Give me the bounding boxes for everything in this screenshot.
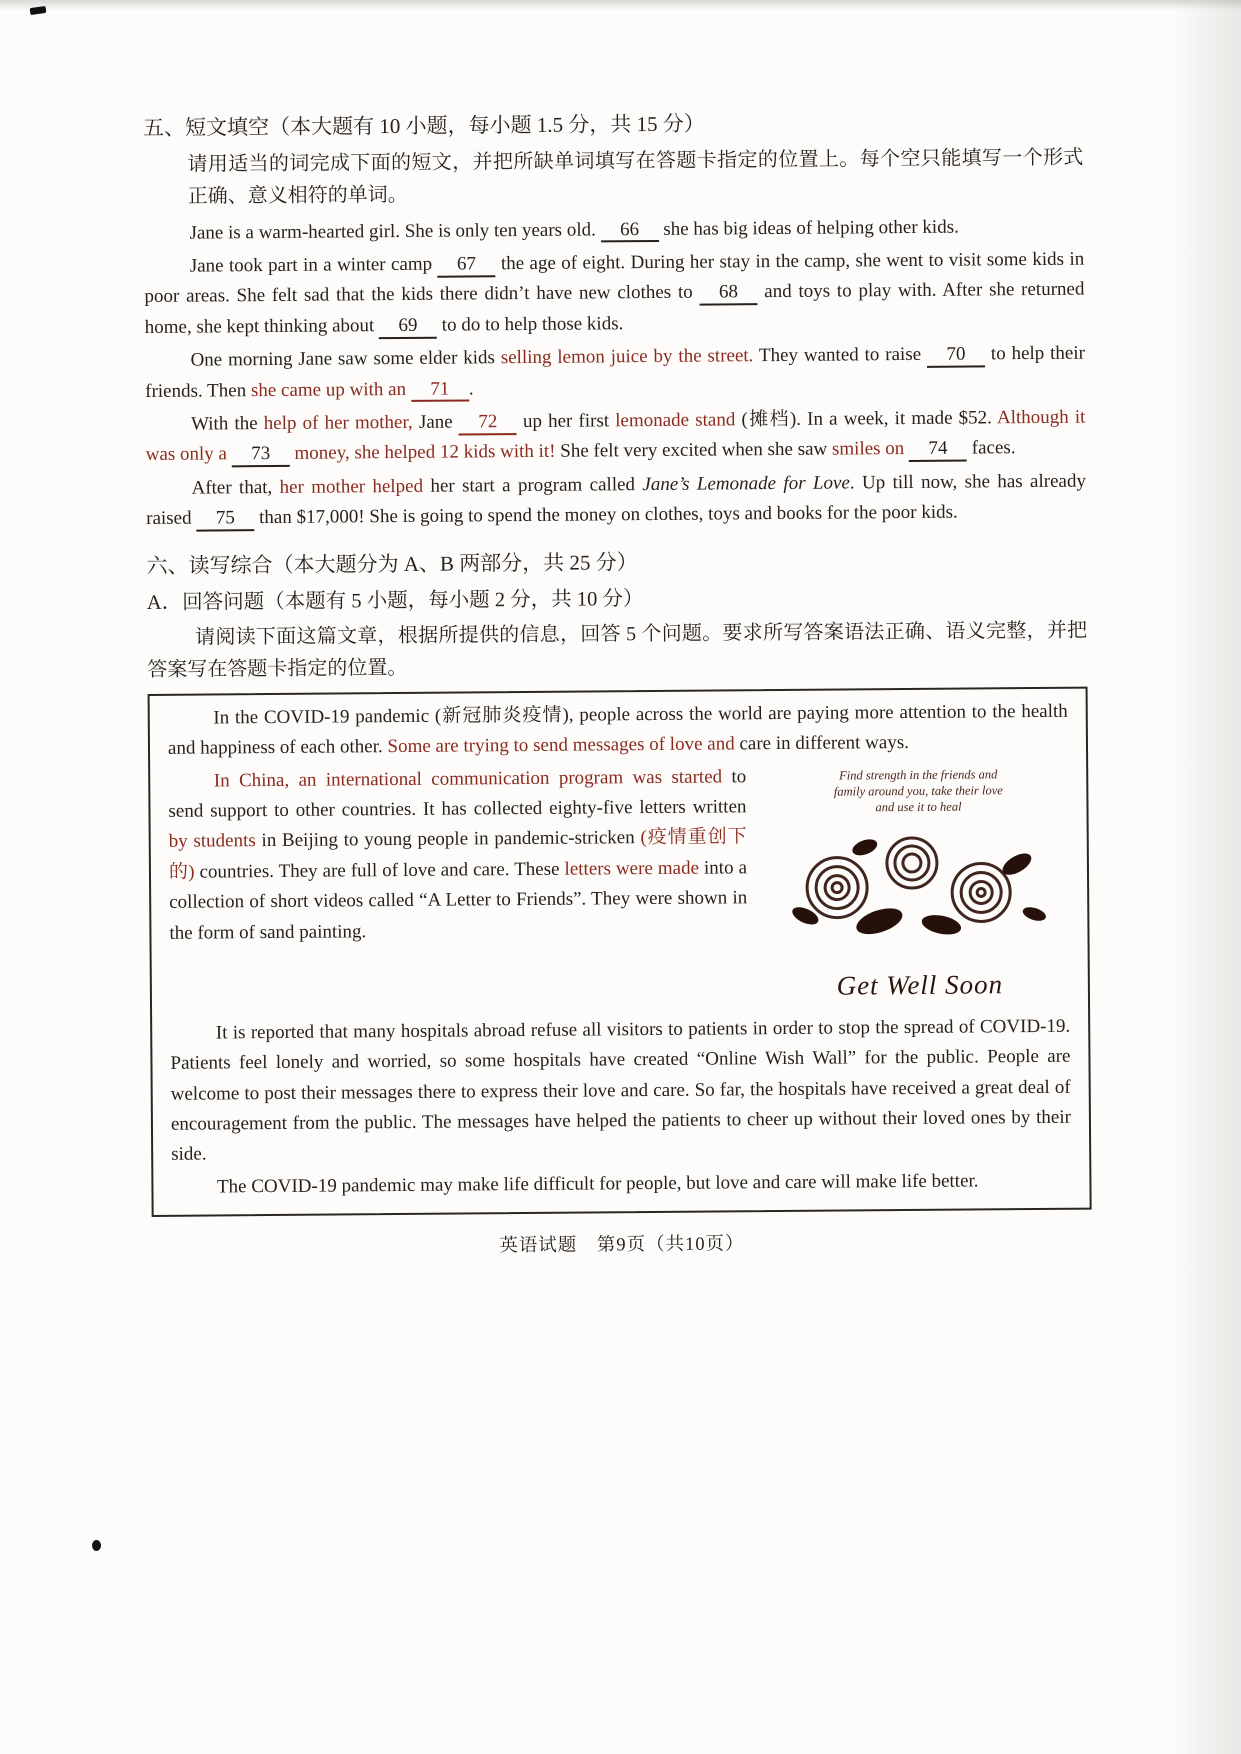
text-run: and toys to play with. After she returned home, she kept thinking about [144, 278, 1085, 338]
text-run: to send support to other countries. It has collected eighty-five letters written [168, 765, 747, 822]
blank-66: 66 [600, 219, 658, 243]
section-six-instructions: 请阅读下面这篇文章，根据所提供的信息，回答 5 个问题。要求所写答案语法正确、语义完整，并把答案写在答题卡指定的位置。 [147, 619, 1088, 681]
text-run: to help their friends. Then [145, 342, 1086, 402]
text-run: The COVID-19 pandemic may make life difficult for people, but love and care will make life better. [216, 1170, 979, 1198]
section-six-part-a-heading: A．回答问题（本题有 5 小题，每小题 2 分，共 10 分） [146, 588, 644, 614]
text-run: by students [168, 830, 256, 853]
paragraph [170, 1012, 1071, 1171]
text-run: After that, [191, 476, 280, 499]
scan-edge-shade-top [0, 0, 1241, 10]
text-run: into a collection of short videos called “A Letter to Friends”. They were shown in the form of sand painting. [169, 857, 748, 944]
passage-paragraphs-bottom [170, 1012, 1071, 1203]
text-run: her mother helped [279, 475, 424, 498]
text-run: smiles on [831, 438, 910, 460]
text-run: In the COVID-19 pandemic (新冠肺炎疫情), people across the world are paying more attention to the health and happiness of each other. [167, 700, 1068, 760]
text-run: she has big ideas of helping other kids. [658, 216, 959, 240]
reading-passage-box [148, 686, 1092, 1217]
sand-painting-image [768, 765, 1070, 1008]
passage-paragraphs-top [168, 697, 1068, 765]
text-run: letters were made [564, 857, 700, 880]
text-run: selling lemon juice by the street. [500, 345, 754, 369]
text-run: With the [190, 412, 264, 435]
script-line: family around you, take their love [833, 783, 1003, 799]
blank-75: 75 [196, 507, 254, 531]
text-run: Jane’s Lemonade for Love [642, 472, 850, 495]
paragraph [171, 1166, 1071, 1203]
text-run: care in different ways. [734, 732, 910, 755]
blank-73: 73 [232, 443, 290, 467]
text-run: It is reported that many hospitals abroad refuse all visitors to patients in order to stop the spread of COVID-19. Patients feel lonely and worried, so some hospitals have created “Online Wish Wall” for the public. People are welcome to post their messages there to express their love and care. So far, the hospitals have received a great deal of encouragement from the public. The messages have helped the patients to cheer up without their loved ones by their side. [170, 1015, 1072, 1166]
blank-69: 69 [379, 314, 437, 338]
text-run: Although it was only a [145, 406, 1086, 466]
text-run: help of her mother, [263, 411, 413, 434]
text-run: They wanted to raise [753, 343, 928, 367]
scan-edge-shade-right [1171, 0, 1241, 1754]
paragraph [145, 402, 1085, 470]
cloze-passage [144, 211, 1086, 534]
text-run: the age of eight. During her stay in the camp, she went to visit some kids in poor areas. She felt sad that the kids there didn’t have new clothes to [144, 248, 1085, 308]
text-run: (疫情重创下的) [168, 826, 747, 883]
text-run: Jane [412, 411, 459, 433]
roses-graphic [769, 814, 1070, 954]
text-run: Some are trying to send messages of love and [387, 733, 735, 758]
paragraph [146, 466, 1086, 534]
scan-artifact [30, 6, 47, 15]
script-line: Find strength in the friends and [839, 766, 998, 783]
scan-artifact [92, 1540, 101, 1551]
text-run: One morning Jane saw some elder kids [190, 347, 501, 371]
text-run: She felt very excited when she saw [555, 438, 833, 463]
script-line: and use it to heal [875, 799, 962, 815]
text-run: faces. [966, 437, 1016, 459]
text-run: . Up till now, she has already raised [146, 470, 1087, 530]
blank-74: 74 [909, 438, 967, 462]
blank-71: 71 [411, 378, 469, 402]
text-run: Jane is a warm-hearted girl. She is only ten years old. [189, 218, 601, 244]
blank-68: 68 [699, 282, 757, 306]
text-run: lemonade stand [615, 409, 736, 432]
page-content [143, 105, 1092, 1265]
text-run: in Beijing to young people in pandemic-stricken [255, 827, 641, 852]
sand-painting-script-text [768, 765, 1068, 816]
text-run: In China, an international communication program was started [213, 766, 723, 792]
section-five-heading: 五、短文填空（本大题有 10 小题，每小题 1.5 分，共 15 分） [143, 111, 705, 140]
paragraph [145, 339, 1085, 407]
blank-70: 70 [927, 344, 985, 368]
blank-67: 67 [437, 253, 495, 277]
paragraph [144, 245, 1085, 344]
paragraph [168, 697, 1068, 765]
paragraph [144, 211, 1084, 249]
page-footer: 英语试题 第9页（共10页） [499, 1234, 745, 1257]
text-run: . [468, 377, 474, 399]
text-run: countries. They are full of love and care. These [194, 858, 565, 883]
blank-72: 72 [459, 411, 517, 435]
text-run: Jane took part in a winter camp [189, 253, 438, 277]
text-run: she came up with an [250, 378, 411, 401]
get-well-soon-caption: Get Well Soon [836, 968, 1004, 1001]
text-run: (摊档). In a week, it made $52. [735, 407, 998, 431]
text-run: up her first [516, 410, 616, 432]
text-run: than $17,000! She is going to spend the money on clothes, toys and books for the poor kids. [254, 501, 958, 529]
section-six-heading: 六、读写综合（本大题分为 A、B 两部分，共 25 分） [146, 550, 638, 579]
text-run: to do to help those kids. [436, 312, 624, 336]
text-run: money, she helped 12 kids with it! [294, 441, 556, 465]
section-five-instructions: 请用适当的词完成下面的短文，并把所缺单词填写在答题卡指定的位置上。每个空只能填写一个形式正确、意义相符的单词。 [187, 146, 1084, 208]
text-run: her start a program called [422, 473, 643, 497]
